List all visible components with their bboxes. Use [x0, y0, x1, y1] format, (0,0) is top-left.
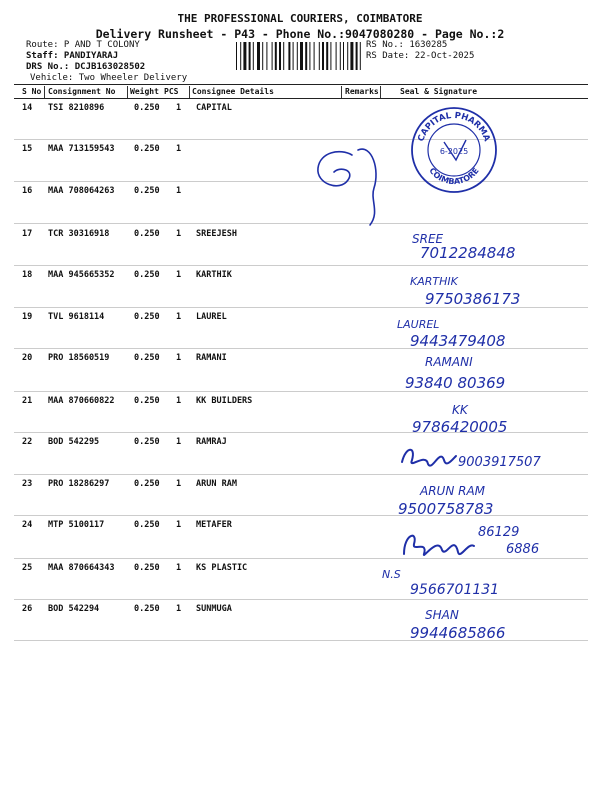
staff-label: Staff: PANDIYARAJ [26, 51, 119, 61]
handwritten-name: KARTHIK [410, 275, 458, 288]
cell-consignment: MAA 870664343 [48, 563, 115, 573]
col-seal: Seal & Signature [400, 87, 478, 96]
cell-pcs: 1 [176, 353, 182, 363]
cell-weight: 0.250 [134, 186, 160, 196]
col-divider [189, 86, 190, 98]
cell-sno: 24 [22, 520, 33, 530]
handwritten-phone: 9500758783 [398, 500, 494, 518]
cell-sno: 15 [22, 144, 33, 154]
handwritten-name: SREE [412, 232, 444, 246]
vehicle-label: Vehicle: Two Wheeler Delivery [30, 73, 188, 83]
col-pcs: PCS [164, 87, 179, 96]
rs-date-label: RS Date: 22-Oct-2025 [366, 51, 475, 61]
cell-pcs: 1 [176, 563, 182, 573]
cell-weight: 0.250 [134, 144, 160, 154]
handwritten-phone: 9566701131 [410, 582, 500, 598]
cell-weight: 0.250 [134, 520, 160, 530]
document-subtitle: Delivery Runsheet - P43 - Phone No.:9047080280 - Page No.:2 [95, 27, 505, 41]
cell-pcs: 1 [176, 186, 182, 196]
cell-consignee: RAMANI [196, 353, 227, 363]
svg-text:COIMBATORE: COIMBATORE [427, 166, 481, 187]
cell-sno: 19 [22, 312, 33, 322]
cell-consignee: KARTHIK [196, 270, 232, 280]
cell-consignment: MAA 945665352 [48, 270, 115, 280]
cell-sno: 17 [22, 229, 33, 239]
route-label: Route: P AND T COLONY [26, 40, 140, 50]
cell-pcs: 1 [176, 520, 182, 530]
handwritten-name: LAUREL [397, 318, 440, 331]
cell-sno: 26 [22, 604, 33, 614]
col-consignment: Consignment No [48, 87, 116, 96]
cell-sno: 21 [22, 396, 33, 406]
handwritten-phone: 6886 [506, 542, 540, 557]
table-top-rule [14, 84, 588, 85]
cell-weight: 0.250 [134, 437, 160, 447]
cell-sno: 20 [22, 353, 33, 363]
row-rule [14, 599, 588, 600]
cell-consignee: SREEJESH [196, 229, 237, 239]
col-divider [380, 86, 381, 98]
row-rule [14, 474, 588, 475]
col-divider [44, 86, 45, 98]
cell-sno: 14 [22, 103, 33, 113]
company-seal-stamp [408, 104, 500, 196]
col-sno: S No [22, 87, 42, 96]
cell-consignment: TVL 9618114 [48, 312, 105, 322]
handwritten-phone: 9786420005 [412, 418, 508, 436]
cell-weight: 0.250 [134, 353, 160, 363]
cell-consignee: METAFER [196, 520, 232, 530]
handwritten-phone: 86129 [478, 525, 520, 540]
table-row [14, 99, 589, 141]
cell-consignee: LAUREL [196, 312, 227, 322]
handwritten-phone: 9003917507 [458, 455, 541, 470]
cell-pcs: 1 [176, 103, 182, 113]
handwritten-phone: 7012284848 [420, 244, 516, 262]
cell-consignment: PRO 18286297 [48, 479, 110, 489]
handwritten-phone: 9750386173 [425, 290, 521, 308]
cell-pcs: 1 [176, 437, 182, 447]
cell-pcs: 1 [176, 144, 182, 154]
cell-weight: 0.250 [134, 604, 160, 614]
cell-consignee: SUNMUGA [196, 604, 232, 614]
cell-sno: 23 [22, 479, 33, 489]
row-rule [14, 558, 588, 559]
handwritten-signature [398, 442, 458, 474]
cell-weight: 0.250 [134, 103, 160, 113]
cell-consignee: CAPITAL [196, 103, 232, 113]
cell-weight: 0.250 [134, 563, 160, 573]
handwritten-name: ARUN RAM [420, 484, 486, 498]
cell-sno: 22 [22, 437, 33, 447]
handwritten-note: N.S [382, 568, 401, 581]
cell-pcs: 1 [176, 229, 182, 239]
cell-pcs: 1 [176, 270, 182, 280]
cell-weight: 0.250 [134, 270, 160, 280]
col-remarks: Remarks [345, 87, 379, 96]
drs-label: DRS No.: DCJB163028502 [26, 62, 146, 72]
handwritten-signature [398, 524, 478, 564]
cell-consignment: TSI 8210896 [48, 103, 105, 113]
row-rule [14, 515, 588, 516]
cell-consignment: MAA 870660822 [48, 396, 115, 406]
cell-consignment: MTP 5100117 [48, 520, 105, 530]
cell-consignee: KS PLASTIC [196, 563, 248, 573]
cell-pcs: 1 [176, 604, 182, 614]
document-title: THE PROFESSIONAL COURIERS, COIMBATORE [177, 12, 423, 25]
svg-text:CAPITAL PHARMA: CAPITAL PHARMA [416, 110, 492, 143]
row-rule [14, 265, 588, 266]
cell-sno: 25 [22, 563, 33, 573]
handwritten-phone: 9944685866 [410, 624, 506, 642]
handwritten-phone: 9443479408 [410, 332, 506, 350]
cell-consignment: MAA 708064263 [48, 186, 115, 196]
cell-weight: 0.250 [134, 229, 160, 239]
cell-weight: 0.250 [134, 479, 160, 489]
cell-consignment: BOD 542294 [48, 604, 100, 614]
cell-consignee: ARUN RAM [196, 479, 237, 489]
cell-weight: 0.250 [134, 312, 160, 322]
handwritten-scribble [300, 140, 395, 230]
cell-consignee: RAMRAJ [196, 437, 227, 447]
handwritten-name: SHAN [425, 608, 459, 622]
cell-pcs: 1 [176, 396, 182, 406]
table-row [14, 559, 589, 601]
handwritten-name: RAMANI [425, 355, 473, 369]
table-row [14, 475, 589, 517]
cell-consignment: BOD 542295 [48, 437, 100, 447]
cell-consignment: PRO 18560519 [48, 353, 110, 363]
col-consignee: Consignee Details [192, 87, 274, 96]
cell-consignment: MAA 713159543 [48, 144, 115, 154]
col-divider [341, 86, 342, 98]
svg-text:6-2025: 6-2025 [439, 147, 469, 156]
col-weight: Weight [130, 87, 159, 96]
barcode [236, 42, 361, 70]
cell-sno: 18 [22, 270, 33, 280]
cell-pcs: 1 [176, 479, 182, 489]
cell-consignment: TCR 30316918 [48, 229, 110, 239]
rs-no-label: RS No.: 1630285 [366, 40, 448, 50]
cell-sno: 16 [22, 186, 33, 196]
cell-pcs: 1 [176, 312, 182, 322]
cell-consignee: KK BUILDERS [196, 396, 253, 406]
col-divider [127, 86, 128, 98]
handwritten-phone: 93840 80369 [405, 374, 506, 392]
cell-weight: 0.250 [134, 396, 160, 406]
handwritten-name: KK [452, 403, 468, 417]
